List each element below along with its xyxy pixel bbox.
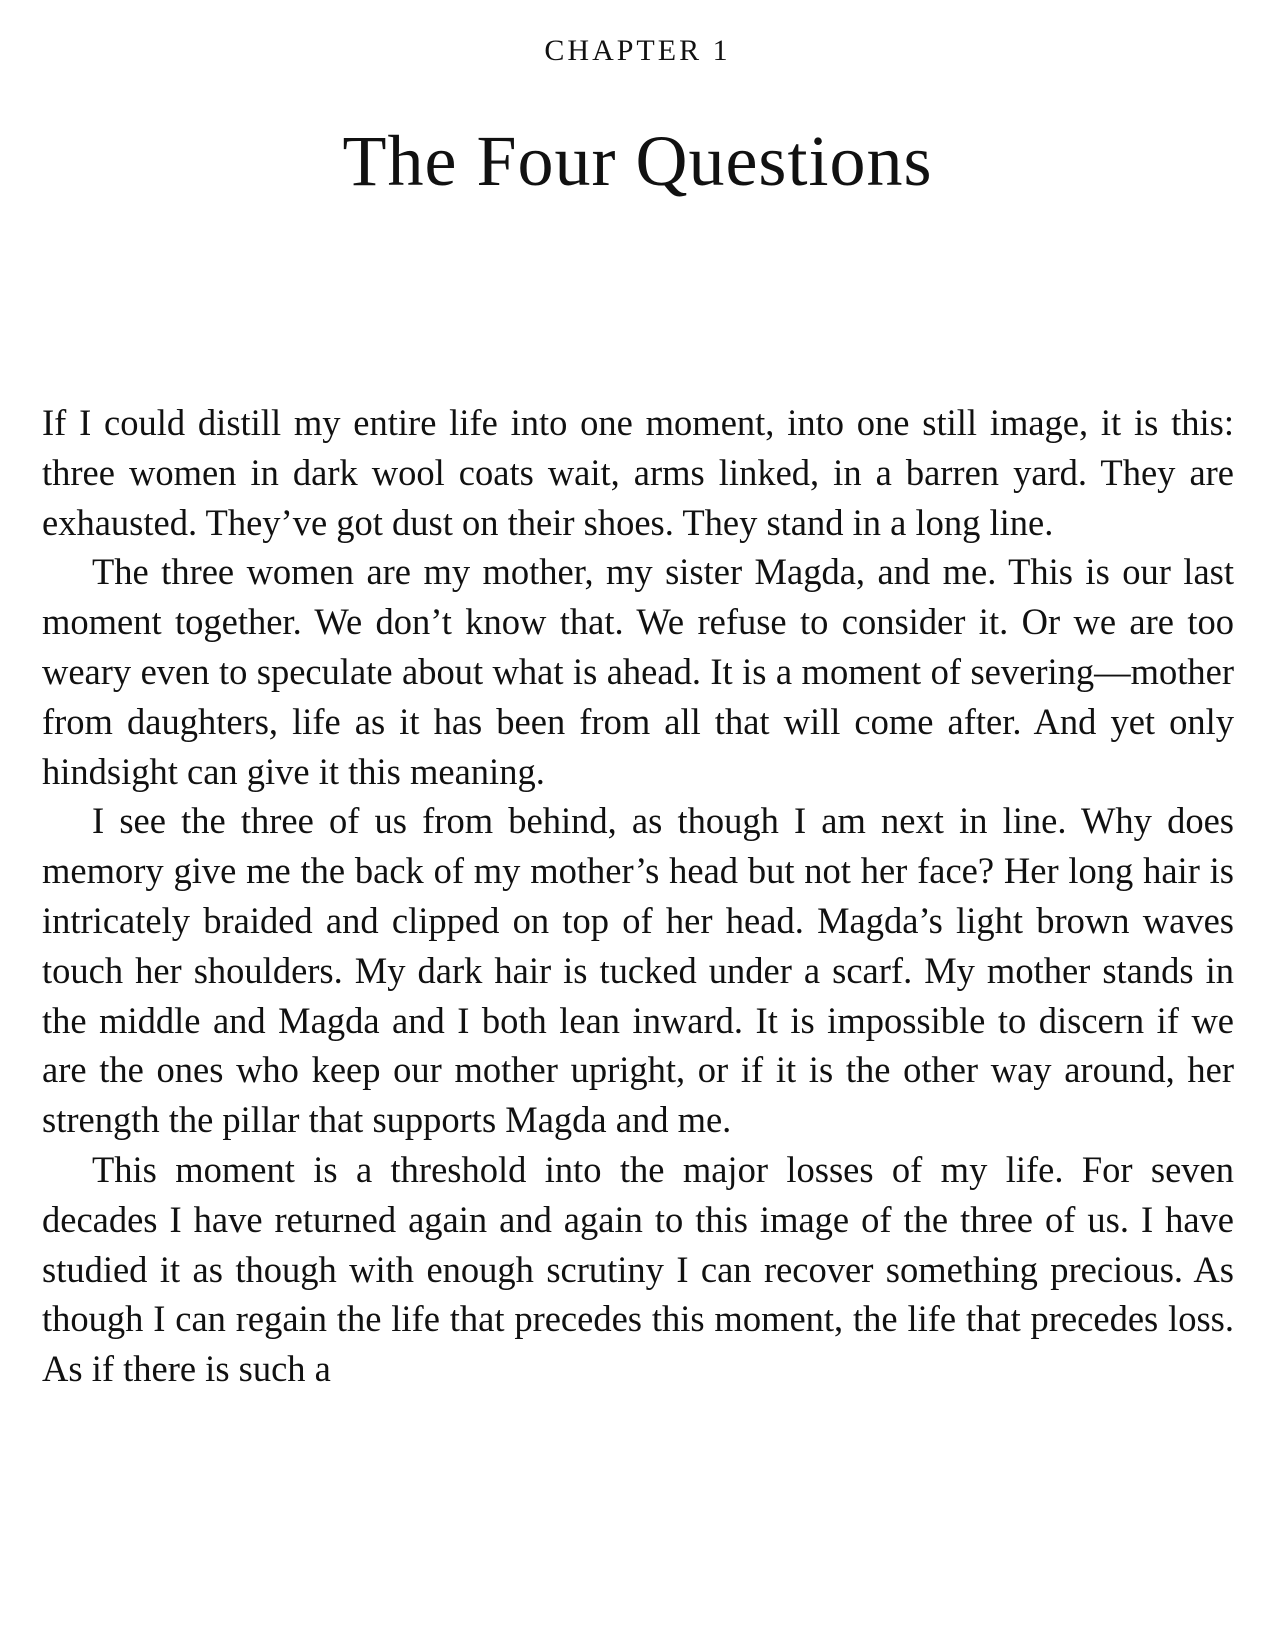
chapter-body: [42, 398, 1234, 1394]
chapter-label: CHAPTER 1: [544, 34, 731, 67]
paragraph-2: The three women are my mother, my sister Magda, and me. This is our last moment together. We don’t know that. We refuse to consider it. Or we are too weary even to speculate about what is ahead. It is a moment of severing—mother from daughters, life as it has been from all that will come after. And yet only hindsight can give it this meaning.: [42, 551, 1234, 792]
chapter-title: The Four Questions: [342, 121, 933, 201]
paragraph-3: I see the three of us from behind, as though I am next in line. Why does memory give me the back of my mother’s head but not her face? Her long hair is intricately braided and clipped on top of her head. Magda’s light brown waves touch her shoulders. My dark hair is tucked under a scarf. My mother stands in the middle and Magda and I both lean inward. It is impossible to discern if we are the ones who keep our mother upright, or if it is the other way around, her strength the pillar that supports Magda and me.: [42, 800, 1234, 1141]
paragraph-4: This moment is a threshold into the major losses of my life. For seven decades I have returned again and again to this image of the three of us. I have studied it as though with enough scrutiny I can recover something precious. As though I can regain the life that precedes this moment, the life that precedes loss. As if there is such a: [42, 1148, 1234, 1390]
paragraph-1: If I could distill my entire life into one moment, into one still image, it is this: three women in dark wool coats wait, arms linked, in a barren yard. They are exhausted. They’ve got dust on their shoes. They stand in a long line.: [42, 402, 1234, 543]
